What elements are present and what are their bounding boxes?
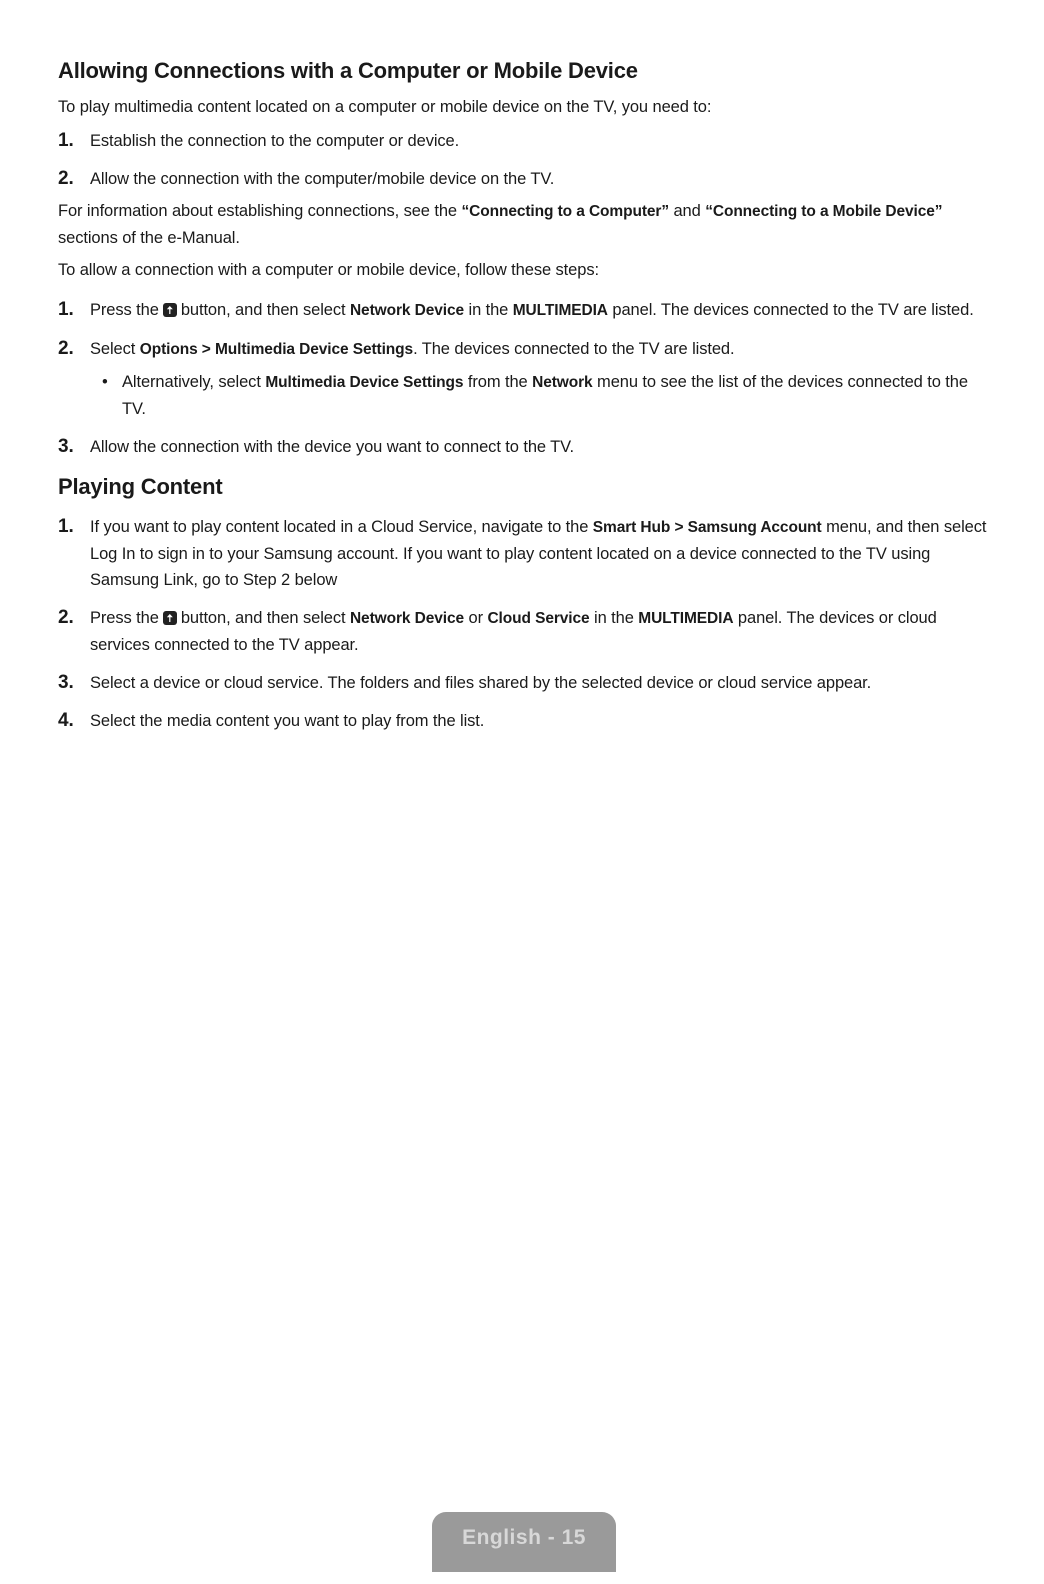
- allow-steps: [58, 297, 988, 460]
- smart-hub-icon: [163, 611, 177, 625]
- page-content: [58, 58, 988, 746]
- list-item: 1. If you want to play content located in a Cloud Service, navigate to the Smart Hub > Samsung Account menu, and then select Log In to sign in to your Samsung account. If you want to play content located on a device connected to the TV using Samsung Link, go to Step 2 below: [58, 516, 987, 589]
- list-item: 2. Allow the connection with the computer/mobile device on the TV.: [58, 168, 555, 189]
- list-item: 2. Select Options > Multimedia Device Settings. The devices connected to the TV are listed. • Alternatively, select Multimedia Device Settings from the Network menu to see the list of the devices connected to the TV.: [58, 336, 988, 422]
- list-item: 3. Allow the connection with the device you want to connect to the TV.: [58, 436, 575, 457]
- page-number-tab: [432, 1512, 616, 1572]
- section-title-connections: Allowing Connections with a Computer or Mobile Device: [58, 58, 638, 83]
- list-item: 1. Establish the connection to the computer or device.: [58, 130, 460, 151]
- list-item: 3. Select a device or cloud service. The folders and files shared by the selected device or cloud service appear.: [58, 672, 872, 693]
- page-number: English - 15: [462, 1526, 586, 1549]
- prereq-list: [58, 128, 988, 192]
- section-title-playing: Playing Content: [58, 474, 223, 499]
- intro-text: To play multimedia content located on a computer or mobile device on the TV, you need to:: [58, 98, 712, 116]
- list-item: 1. Press the button, and then select Network Device in the MULTIMEDIA panel. The devices connected to the TV are listed.: [58, 299, 974, 320]
- allow-intro: To allow a connection with a computer or mobile device, follow these steps:: [58, 261, 599, 279]
- list-item: 2. Press the button, and then select Network Device or Cloud Service in the MULTIMEDIA panel. The devices or cloud services connected to the TV appear.: [58, 607, 937, 654]
- list-item: 4. Select the media content you want to play from the list.: [58, 710, 485, 731]
- info-text: For information about establishing connections, see the “Connecting to a Computer” and “Connecting to a Mobile Device” sections of the e-Manual.: [58, 202, 943, 247]
- bullet-item: • Alternatively, select Multimedia Device Settings from the Network menu to see the list of the devices connected to the TV.: [90, 369, 988, 422]
- playing-steps: [58, 514, 988, 734]
- smart-hub-icon: [163, 303, 177, 317]
